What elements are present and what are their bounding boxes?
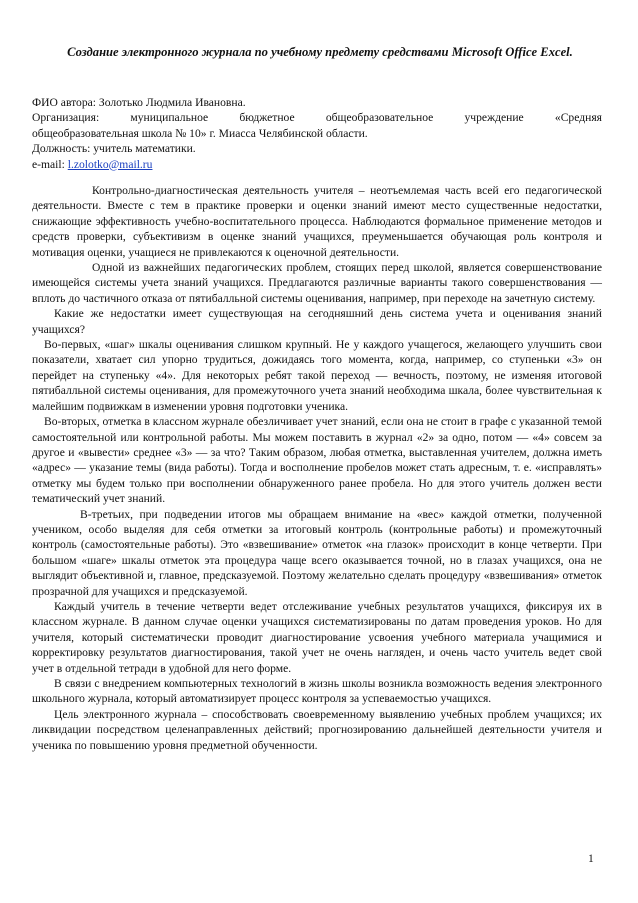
paragraph: Каждый учитель в течение четверти ведет отслеживание учебных результатов учащихся, фиксируя их в классном журнале. В данном случае оценки учащихся систематизированы по датам проведения уроков. Но для учителя, который систематически проводит диагностирование усвоения учебного материала учащимися и корректировку результатов диагностирования, такой учет не очень нагляден, и очень часто учитель ведет свой учет в отдельной тетради в удобной для него форме. <box>32 599 602 675</box>
paragraph: В-третьих, при подведении итогов мы обращаем внимание на «вес» каждой отметки, полученной учеником, особо выделяя для себя отметки за итоговый контроль (контрольные работы) и промежуточный контроль (самостоятельные работы). Это «взвешивание» отметок «на глазок» происходит в конце четверти. При большом «шаге» шкалы отметок эта процедура чаще всего оказывается точной, но в глазах учащихся, она не выглядит объективной и, главное, предсказуемой. Поэтому желательно сделать процедуру «взвешивания» отметок прозрачной для учащихся и предсказуемой. <box>32 507 602 598</box>
document-title: Создание электронного журнала по учебному предмету средствами Microsoft Office Excel. <box>67 45 573 59</box>
email-link[interactable]: l.zolotko@mail.ru <box>67 157 153 171</box>
paragraph: В связи с внедрением компьютерных технологий в жизнь школы возникла возможность ведения электронного школьного журнала, который автоматизирует процесс контроля за успеваемостью учащихся. <box>32 677 602 706</box>
organization-line-1: Организация: муниципальное бюджетное общеобразовательное учреждение «Средняя <box>32 111 602 125</box>
paragraph: Одной из важнейших педагогических проблем, стоящих перед школой, является совершенствование имеющейся системы учета знаний учащихся. Предлагаются различные варианты такого совершенствования — вплоть до частичного отказа от пятибалльной системы оценивания, например, при переходе на зачетную систему. <box>32 261 602 305</box>
paragraph: Какие же недостатки имеет существующая на сегодняшний день система учета и оценивания знаний учащихся? <box>32 307 602 336</box>
email-line <box>32 157 602 172</box>
paragraph: Контрольно-диагностическая деятельность учителя – неотъемлемая часть всей его педагогической деятельности. Вместе с тем в практике проверки и оценки знаний имеют место существенные недостатки, снижающие эффективность учебно-воспитательного процесса. Наблюдаются формальное применение методов и средств проверки, субъективизм в оценке знаний учащихся, преуменьшается обучающая роль контроля и мотивация оценки, учащиеся не привлекаются к оценочной деятельности. <box>32 184 602 259</box>
paragraph: Во-первых, «шаг» шкалы оценивания слишком крупный. Не у каждого учащегося, желающего улучшить свои показатели, хватает сил упорно трудиться, дожидаясь того момента, когда, например, со ступеньки «3» он перейдет на ступеньку «4». Для некоторых ребят такой переход — вечность, поэтому, не изменяя итоговой пятибалльной системы оценивания, для промежуточного учета знаний необходима шкала, более чувствительная к малейшим подвижкам в изменении уровня подготовки ученика. <box>32 338 602 413</box>
page-number: 1 <box>588 852 594 865</box>
email-label: e-mail: <box>32 157 68 171</box>
position-line: Должность: учитель математики. <box>32 142 196 156</box>
body-text <box>32 183 602 753</box>
organization-line-2: общеобразовательная школа № 10» г. Миасса Челябинской области. <box>32 126 368 140</box>
author-info <box>32 95 602 172</box>
paragraph: Во-вторых, отметка в классном журнале обезличивает учет знаний, если она не стоит в графе с указанной темой самостоятельной или контрольной работы. Мы можем поставить в журнал «2» за одно, потом — «4» совсем за другое и «вывести» среднее «3» — за что? Таким образом, любая отметка, выставленная учителем, должна иметь «адрес» — указание темы (вида работы). Тогда и восполнение пробелов может стать адресным, т. е. «исправлять» отметку мы будем только при восполнении обнаруженного ранее пробела. Но для этого учитель должен вести тематический учет знаний. <box>32 415 602 506</box>
paragraph: Цель электронного журнала – способствовать своевременному выявлению учебных проблем учащихся; их ликвидации посредством целенаправленных действий; прогнозированию дальнейшей деятельности учителя и ученика по повышению уровня предметной обученности. <box>32 707 602 752</box>
author-line: ФИО автора: Золотько Людмила Ивановна. <box>32 96 246 109</box>
